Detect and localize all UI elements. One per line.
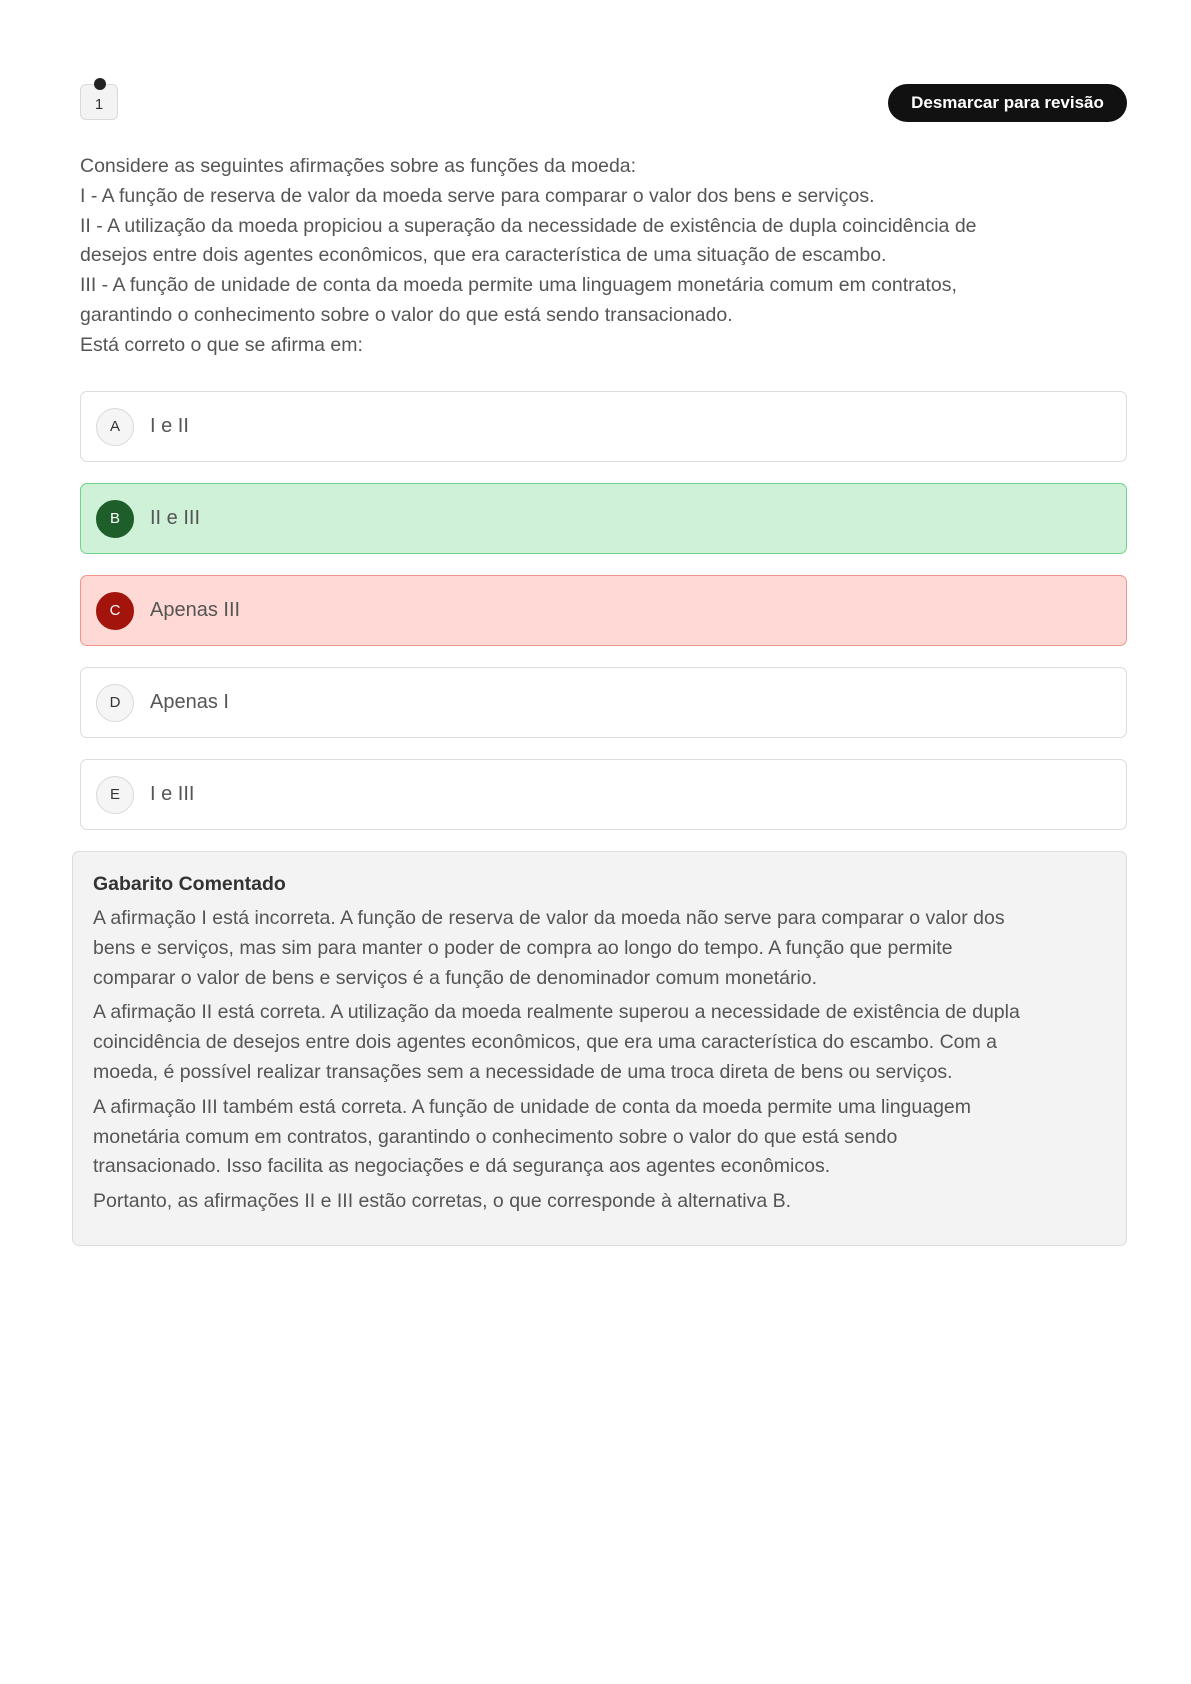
explanation-line: monetária comum em contratos, garantindo o conhecimento sobre o valor do que está sendo <box>93 1125 898 1148</box>
review-marker-dot <box>94 78 106 90</box>
explanation-paragraph <box>93 1187 1106 1217</box>
statement-line: garantindo o conhecimento sobre o valor do que está sendo transacionado. <box>80 303 733 326</box>
question-number-badge[interactable] <box>80 84 118 120</box>
explanation-line: A afirmação II está correta. A utilização da moeda realmente superou a necessidade de existência de dupla <box>93 1001 1020 1024</box>
explanation-line: A afirmação I está incorreta. A função de reserva de valor da moeda não serve para comparar o valor dos <box>93 907 1005 929</box>
option-letter: B <box>96 500 134 538</box>
answer-options <box>80 391 1127 851</box>
statement-line: Está correto o que se afirma em: <box>80 333 363 356</box>
option-d[interactable] <box>80 667 1127 738</box>
statement-line: desejos entre dois agentes econômicos, que era característica de uma situação de escambo. <box>80 244 887 267</box>
explanation-line: transacionado. Isso facilita as negociações e dá segurança aos agentes econômicos. <box>93 1155 831 1178</box>
statement-line: I - A função de reserva de valor da moeda serve para comparar o valor dos bens e serviços. <box>80 184 875 207</box>
option-text: I e III <box>150 783 195 805</box>
option-a[interactable] <box>80 391 1127 462</box>
explanation-line: coincidência de desejos entre dois agentes econômicos, que era uma característica do escambo. Com a <box>93 1031 997 1054</box>
unmark-review-button[interactable]: Desmarcar para revisão <box>888 84 1127 122</box>
option-c[interactable] <box>80 575 1127 646</box>
option-letter: E <box>96 776 134 814</box>
explanation-line: moeda, é possível realizar transações sem a necessidade de uma troca direta de bens ou serviços. <box>93 1060 953 1083</box>
option-b[interactable] <box>80 483 1127 554</box>
option-letter: A <box>96 408 134 446</box>
explanation-line: bens e serviços, mas sim para manter o poder de compra ao longo do tempo. A função que permite <box>93 936 953 959</box>
option-e[interactable] <box>80 759 1127 830</box>
explanation-paragraph <box>93 904 1106 993</box>
option-text: II e III <box>150 507 201 529</box>
explanation-line: A afirmação III também está correta. A função de unidade de conta da moeda permite uma linguagem <box>93 1095 972 1118</box>
statement-line: II - A utilização da moeda propiciou a superação da necessidade de existência de dupla coincidência de <box>80 214 977 237</box>
explanation-line: comparar o valor de bens e serviços é a função de denominador comum monetário. <box>93 966 818 989</box>
answer-explanation-panel <box>72 851 1127 1246</box>
explanation-title: Gabarito Comentado <box>93 873 286 895</box>
explanation-line: Portanto, as afirmações II e III estão corretas, o que corresponde à alternativa B. <box>93 1190 792 1213</box>
option-text: I e II <box>150 415 189 437</box>
option-letter: D <box>96 684 134 722</box>
statement-line: III - A função de unidade de conta da moeda permite uma linguagem monetária comum em contratos, <box>80 274 957 297</box>
option-letter: C <box>96 592 134 630</box>
option-text: Apenas I <box>150 691 229 713</box>
question-statement <box>80 152 1120 361</box>
question-number: 1 <box>94 96 104 113</box>
explanation-paragraph <box>93 1093 1106 1182</box>
option-text: Apenas III <box>150 599 241 621</box>
statement-line: Considere as seguintes afirmações sobre as funções da moeda: <box>80 155 637 177</box>
explanation-paragraph <box>93 998 1106 1087</box>
